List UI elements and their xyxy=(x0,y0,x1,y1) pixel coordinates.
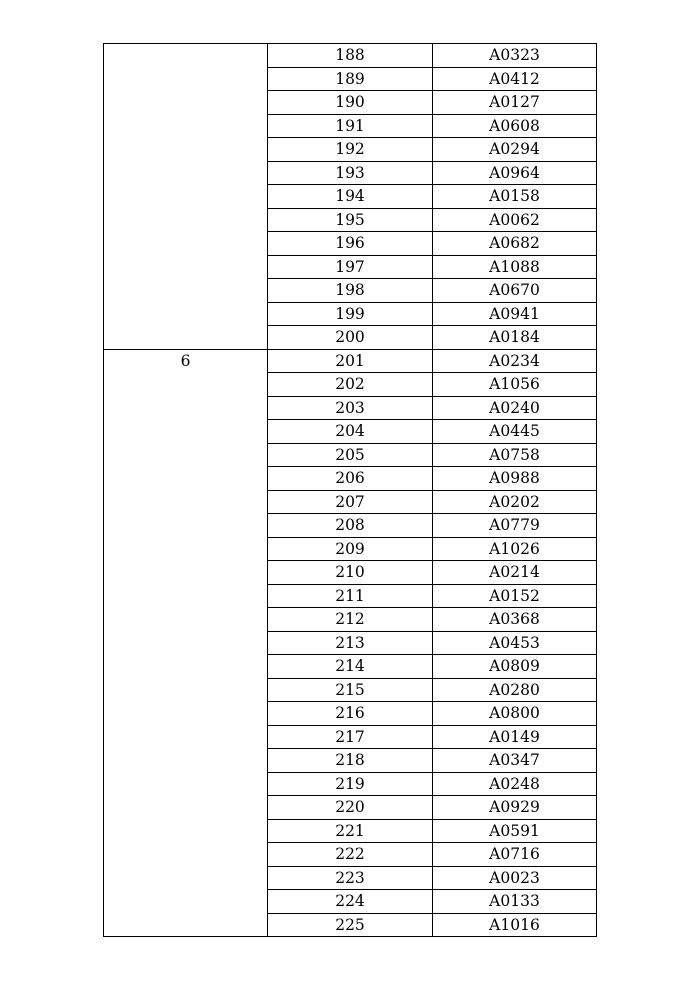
code-cell: A1056 xyxy=(433,373,597,397)
serial-number-cell: 220 xyxy=(268,796,433,820)
code-cell: A0347 xyxy=(433,749,597,773)
serial-number-cell: 200 xyxy=(268,326,433,350)
serial-number-cell: 195 xyxy=(268,208,433,232)
code-cell: A1016 xyxy=(433,913,597,937)
code-cell: A0591 xyxy=(433,819,597,843)
serial-number-cell: 209 xyxy=(268,537,433,561)
code-cell: A0682 xyxy=(433,232,597,256)
code-cell: A0670 xyxy=(433,279,597,303)
serial-number-cell: 197 xyxy=(268,255,433,279)
code-cell: A0941 xyxy=(433,302,597,326)
serial-number-cell: 190 xyxy=(268,91,433,115)
code-cell: A0294 xyxy=(433,138,597,162)
code-cell: A0127 xyxy=(433,91,597,115)
code-cell: A0800 xyxy=(433,702,597,726)
serial-number-cell: 221 xyxy=(268,819,433,843)
serial-number-cell: 214 xyxy=(268,655,433,679)
code-cell: A0234 xyxy=(433,349,597,373)
serial-number-cell: 211 xyxy=(268,584,433,608)
serial-number-cell: 196 xyxy=(268,232,433,256)
code-cell: A0240 xyxy=(433,396,597,420)
serial-number-cell: 223 xyxy=(268,866,433,890)
serial-number-cell: 213 xyxy=(268,631,433,655)
serial-number-cell: 206 xyxy=(268,467,433,491)
code-cell: A0929 xyxy=(433,796,597,820)
serial-number-cell: 217 xyxy=(268,725,433,749)
serial-number-cell: 205 xyxy=(268,443,433,467)
code-cell: A0453 xyxy=(433,631,597,655)
serial-number-cell: 219 xyxy=(268,772,433,796)
code-cell: A0412 xyxy=(433,67,597,91)
code-cell: A0214 xyxy=(433,561,597,585)
code-cell: A0149 xyxy=(433,725,597,749)
serial-number-cell: 212 xyxy=(268,608,433,632)
code-cell: A0716 xyxy=(433,843,597,867)
roster-table xyxy=(103,43,597,937)
serial-number-cell: 193 xyxy=(268,161,433,185)
serial-number-cell: 224 xyxy=(268,890,433,914)
code-cell: A1088 xyxy=(433,255,597,279)
serial-number-cell: 191 xyxy=(268,114,433,138)
serial-number-cell: 207 xyxy=(268,490,433,514)
serial-number-cell: 222 xyxy=(268,843,433,867)
serial-number-cell: 201 xyxy=(268,349,433,373)
code-cell: A0445 xyxy=(433,420,597,444)
serial-number-cell: 202 xyxy=(268,373,433,397)
code-cell: A1026 xyxy=(433,537,597,561)
serial-number-cell: 225 xyxy=(268,913,433,937)
code-cell: A0608 xyxy=(433,114,597,138)
serial-number-cell: 208 xyxy=(268,514,433,538)
serial-number-cell: 203 xyxy=(268,396,433,420)
serial-number-cell: 216 xyxy=(268,702,433,726)
code-cell: A0133 xyxy=(433,890,597,914)
group-number-cell xyxy=(104,44,268,350)
code-cell: A0248 xyxy=(433,772,597,796)
serial-number-cell: 194 xyxy=(268,185,433,209)
code-cell: A0184 xyxy=(433,326,597,350)
table-row xyxy=(104,349,597,373)
code-cell: A0779 xyxy=(433,514,597,538)
code-cell: A0202 xyxy=(433,490,597,514)
code-cell: A0368 xyxy=(433,608,597,632)
serial-number-cell: 210 xyxy=(268,561,433,585)
code-cell: A0323 xyxy=(433,44,597,68)
code-cell: A0158 xyxy=(433,185,597,209)
roster-table-body xyxy=(104,44,597,937)
serial-number-cell: 218 xyxy=(268,749,433,773)
table-row xyxy=(104,44,597,68)
code-cell: A0152 xyxy=(433,584,597,608)
serial-number-cell: 192 xyxy=(268,138,433,162)
code-cell: A0280 xyxy=(433,678,597,702)
serial-number-cell: 204 xyxy=(268,420,433,444)
serial-number-cell: 215 xyxy=(268,678,433,702)
serial-number-cell: 189 xyxy=(268,67,433,91)
code-cell: A0964 xyxy=(433,161,597,185)
code-cell: A0988 xyxy=(433,467,597,491)
code-cell: A0809 xyxy=(433,655,597,679)
serial-number-cell: 199 xyxy=(268,302,433,326)
code-cell: A0023 xyxy=(433,866,597,890)
group-number-cell: 6 xyxy=(104,349,268,937)
code-cell: A0758 xyxy=(433,443,597,467)
serial-number-cell: 188 xyxy=(268,44,433,68)
code-cell: A0062 xyxy=(433,208,597,232)
serial-number-cell: 198 xyxy=(268,279,433,303)
